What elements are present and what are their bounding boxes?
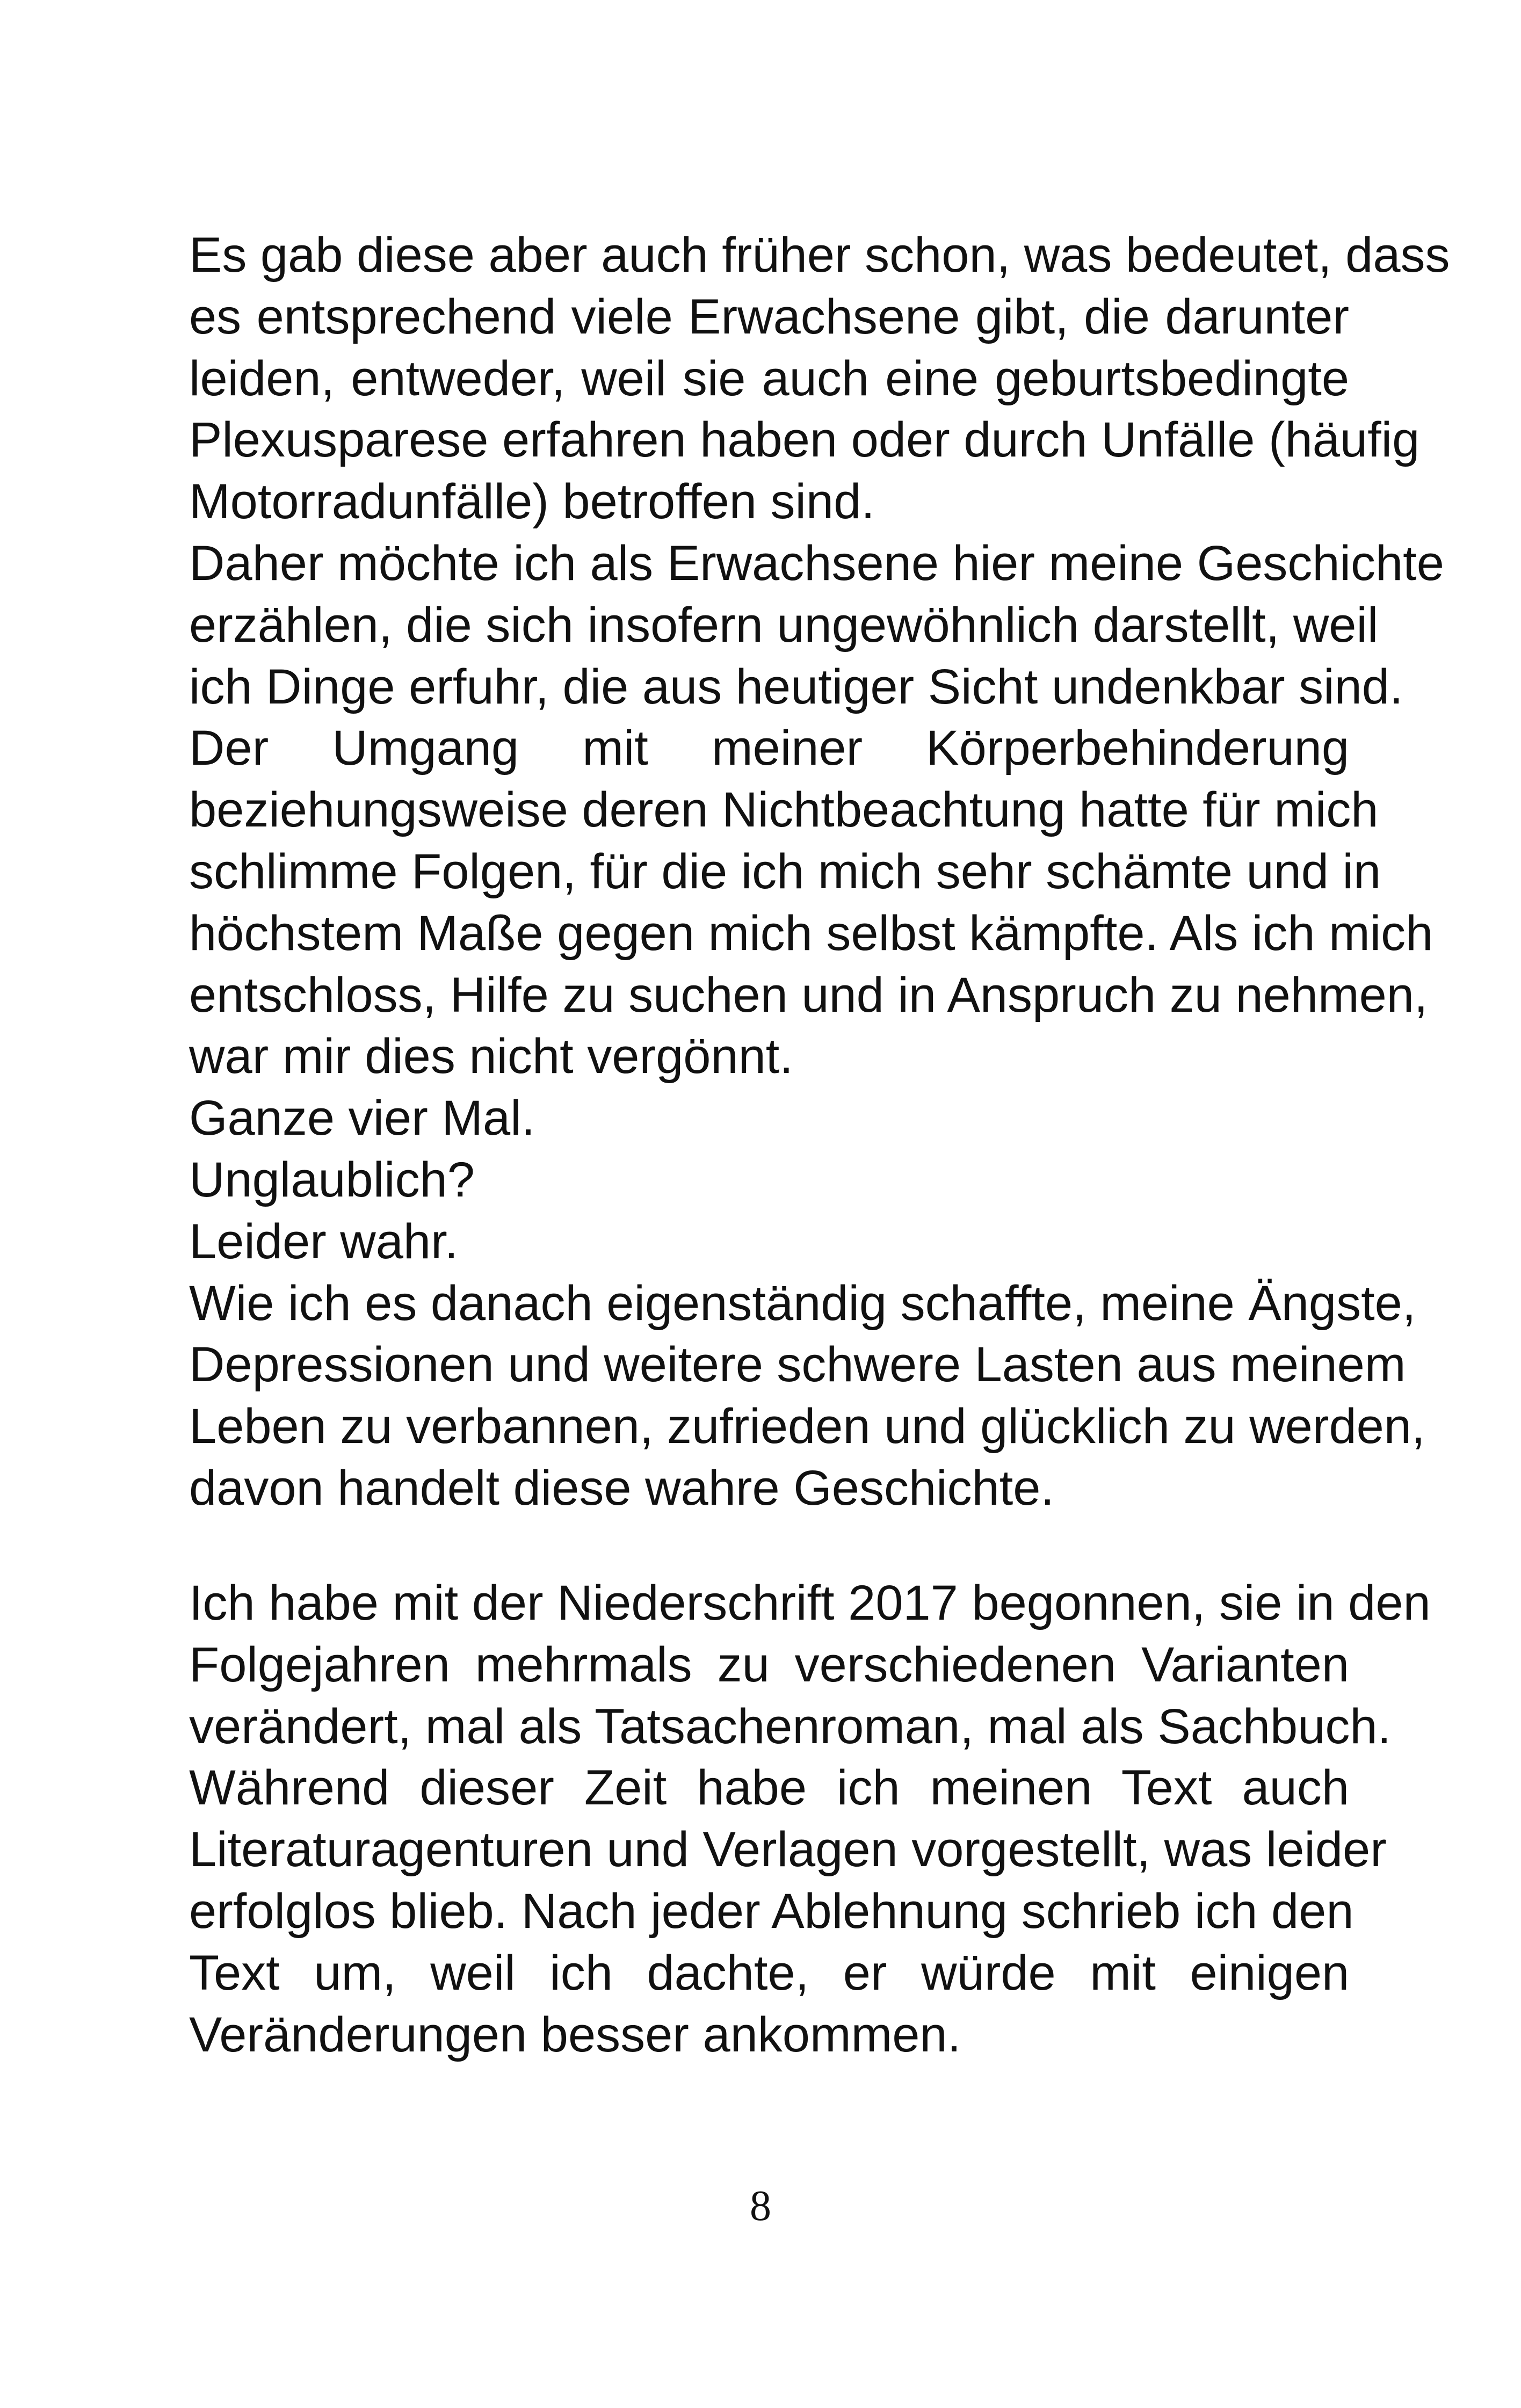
text-line: Literaturagenturen und Verlagen vorgestellt, was leider: [189, 1822, 1387, 1877]
text-line: es entsprechend viele Erwachsene gibt, die darunter: [189, 289, 1349, 344]
text-line: Daher möchte ich als Erwachsene hier meine Geschichte: [189, 535, 1444, 591]
text-line: Unglaublich?: [189, 1152, 475, 1207]
text-line: Text um, weil ich dachte, er würde mit einigen: [189, 1945, 1350, 2000]
text-line: verändert, mal als Tatsachenroman, mal als Sachbuch.: [189, 1699, 1392, 1754]
text-line: erfolglos blieb. Nach jeder Ablehnung schrieb ich den: [189, 1883, 1354, 1939]
text-line: davon handelt diese wahre Geschichte.: [189, 1460, 1055, 1515]
text-line: ich Dinge erfuhr, die aus heutiger Sicht undenkbar sind.: [189, 659, 1403, 714]
text-line: beziehungsweise deren Nichtbeachtung hatte für mich: [189, 782, 1379, 838]
text-line: höchstem Maße gegen mich selbst kämpfte. Als ich mich: [189, 905, 1433, 961]
text-line: Leider wahr.: [189, 1214, 459, 1269]
page-number: 8: [750, 2182, 771, 2230]
text-line: Leben zu verbannen, zufrieden und glücklich zu werden,: [189, 1399, 1425, 1454]
text-line: Es gab diese aber auch früher schon, was bedeutet, dass: [189, 228, 1450, 282]
text-line: leiden, entweder, weil sie auch eine geburtsbedingte: [189, 351, 1349, 406]
text-line: entschloss, Hilfe zu suchen und in Anspruch zu nehmen,: [189, 967, 1428, 1022]
paragraph-block-2: [189, 1572, 1431, 2065]
text-line: Ganze vier Mal.: [189, 1091, 535, 1146]
text-line: Während dieser Zeit habe ich meinen Text auch: [189, 1760, 1349, 1816]
text-line: Der Umgang mit meiner Körperbehinderung: [189, 721, 1349, 776]
text-line: war mir dies nicht vergönnt.: [189, 1029, 793, 1084]
text-line: schlimme Folgen, für die ich mich sehr schämte und in: [189, 844, 1381, 899]
text-line: Folgejahren mehrmals zu verschiedenen Varianten: [189, 1637, 1349, 1692]
text-line: Depressionen und weitere schwere Lasten aus meinem: [189, 1337, 1406, 1392]
text-line: Wie ich es danach eigenständig schaffte, meine Ängste,: [189, 1275, 1416, 1331]
text-line: erzählen, die sich insofern ungewöhnlich darstellt, weil: [189, 597, 1379, 652]
text-line: Motorradunfälle) betroffen sind.: [189, 474, 875, 530]
text-line: Plexusparese erfahren haben oder durch Unfälle (häufig: [189, 412, 1420, 468]
text-line: Ich habe mit der Niederschrift 2017 begonnen, sie in den: [189, 1576, 1431, 1630]
paragraph-block-1: [189, 224, 1450, 1519]
text-line: Veränderungen besser ankommen.: [189, 2007, 961, 2062]
